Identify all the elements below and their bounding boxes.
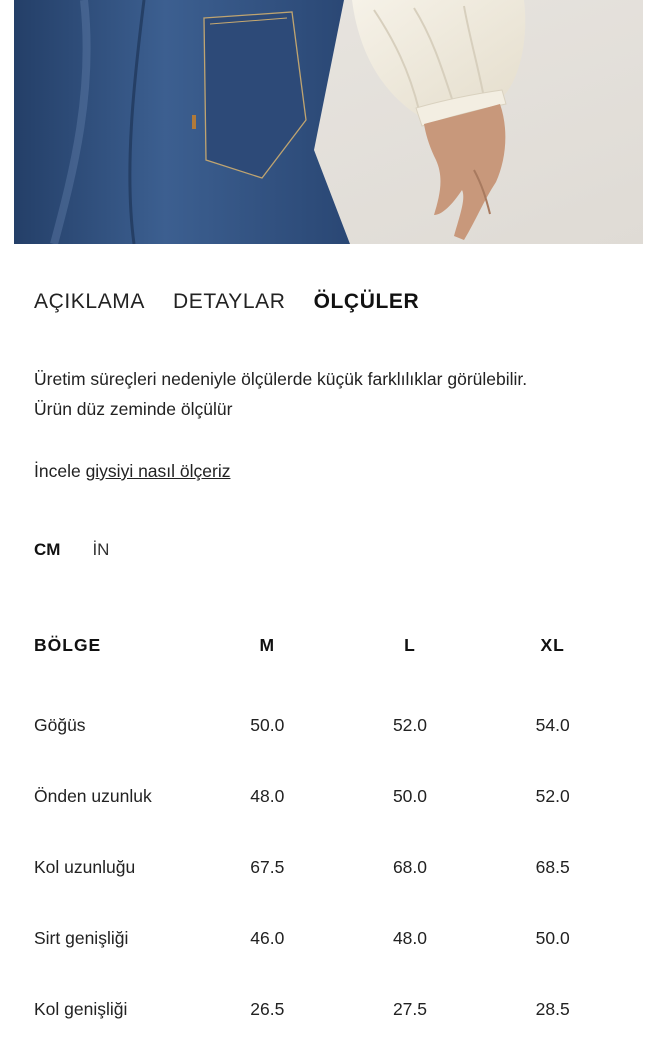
column-header-m: M bbox=[259, 634, 276, 655]
table-row bbox=[34, 761, 624, 832]
description-line-2: Ürün düz zeminde ölçülür bbox=[34, 399, 233, 419]
cell-value: 67.5 bbox=[250, 857, 285, 877]
product-info-tabs bbox=[34, 290, 447, 314]
table-row bbox=[34, 974, 624, 1045]
cell-value: 27.5 bbox=[392, 999, 428, 1019]
size-table bbox=[34, 622, 624, 1045]
row-label: Kol uzunluğu bbox=[34, 857, 136, 877]
table-row bbox=[34, 832, 624, 903]
cell-value: 68.5 bbox=[535, 857, 570, 877]
cell-value: 50.0 bbox=[392, 786, 428, 806]
how-to-measure-link[interactable]: giysiyi nasıl ölçeriz bbox=[85, 461, 231, 481]
cell-value: 48.0 bbox=[250, 786, 285, 806]
cell-value: 50.0 bbox=[250, 715, 285, 735]
measure-guide bbox=[34, 461, 230, 482]
cell-value: 50.0 bbox=[535, 928, 570, 948]
column-header-xl: XL bbox=[540, 634, 565, 655]
tab-details[interactable]: DETAYLAR bbox=[173, 290, 286, 313]
row-label: Kol genişliği bbox=[34, 999, 128, 1019]
product-image bbox=[14, 0, 643, 244]
measurement-description bbox=[34, 364, 527, 424]
cell-value: 46.0 bbox=[250, 928, 285, 948]
column-header-region: BÖLGE bbox=[34, 634, 102, 655]
cell-value: 54.0 bbox=[535, 715, 570, 735]
description-line-1: Üretim süreçleri nedeniyle ölçülerde küçük farklılıklar görülebilir. bbox=[34, 369, 528, 389]
table-header-row bbox=[34, 622, 624, 668]
row-label: Göğüs bbox=[34, 715, 86, 735]
unit-inch-button[interactable]: İN bbox=[92, 540, 110, 559]
tab-description[interactable]: AÇIKLAMA bbox=[34, 290, 145, 313]
row-label: Sirt genişliği bbox=[34, 928, 129, 948]
unit-cm-button[interactable]: CM bbox=[34, 540, 61, 559]
cell-value: 28.5 bbox=[535, 999, 570, 1019]
product-photo bbox=[14, 0, 643, 244]
table-row bbox=[34, 903, 624, 974]
cell-value: 26.5 bbox=[250, 999, 285, 1019]
table-row bbox=[34, 690, 624, 761]
cell-value: 68.0 bbox=[392, 857, 428, 877]
row-label: Önden uzunluk bbox=[34, 786, 152, 806]
column-header-l: L bbox=[404, 634, 416, 655]
guide-prefix: İncele bbox=[34, 461, 86, 481]
unit-toggle bbox=[34, 540, 141, 560]
cell-value: 52.0 bbox=[535, 786, 570, 806]
cell-value: 48.0 bbox=[392, 928, 428, 948]
cell-value: 52.0 bbox=[392, 715, 428, 735]
tab-measurements[interactable]: ÖLÇÜLER bbox=[313, 290, 420, 313]
